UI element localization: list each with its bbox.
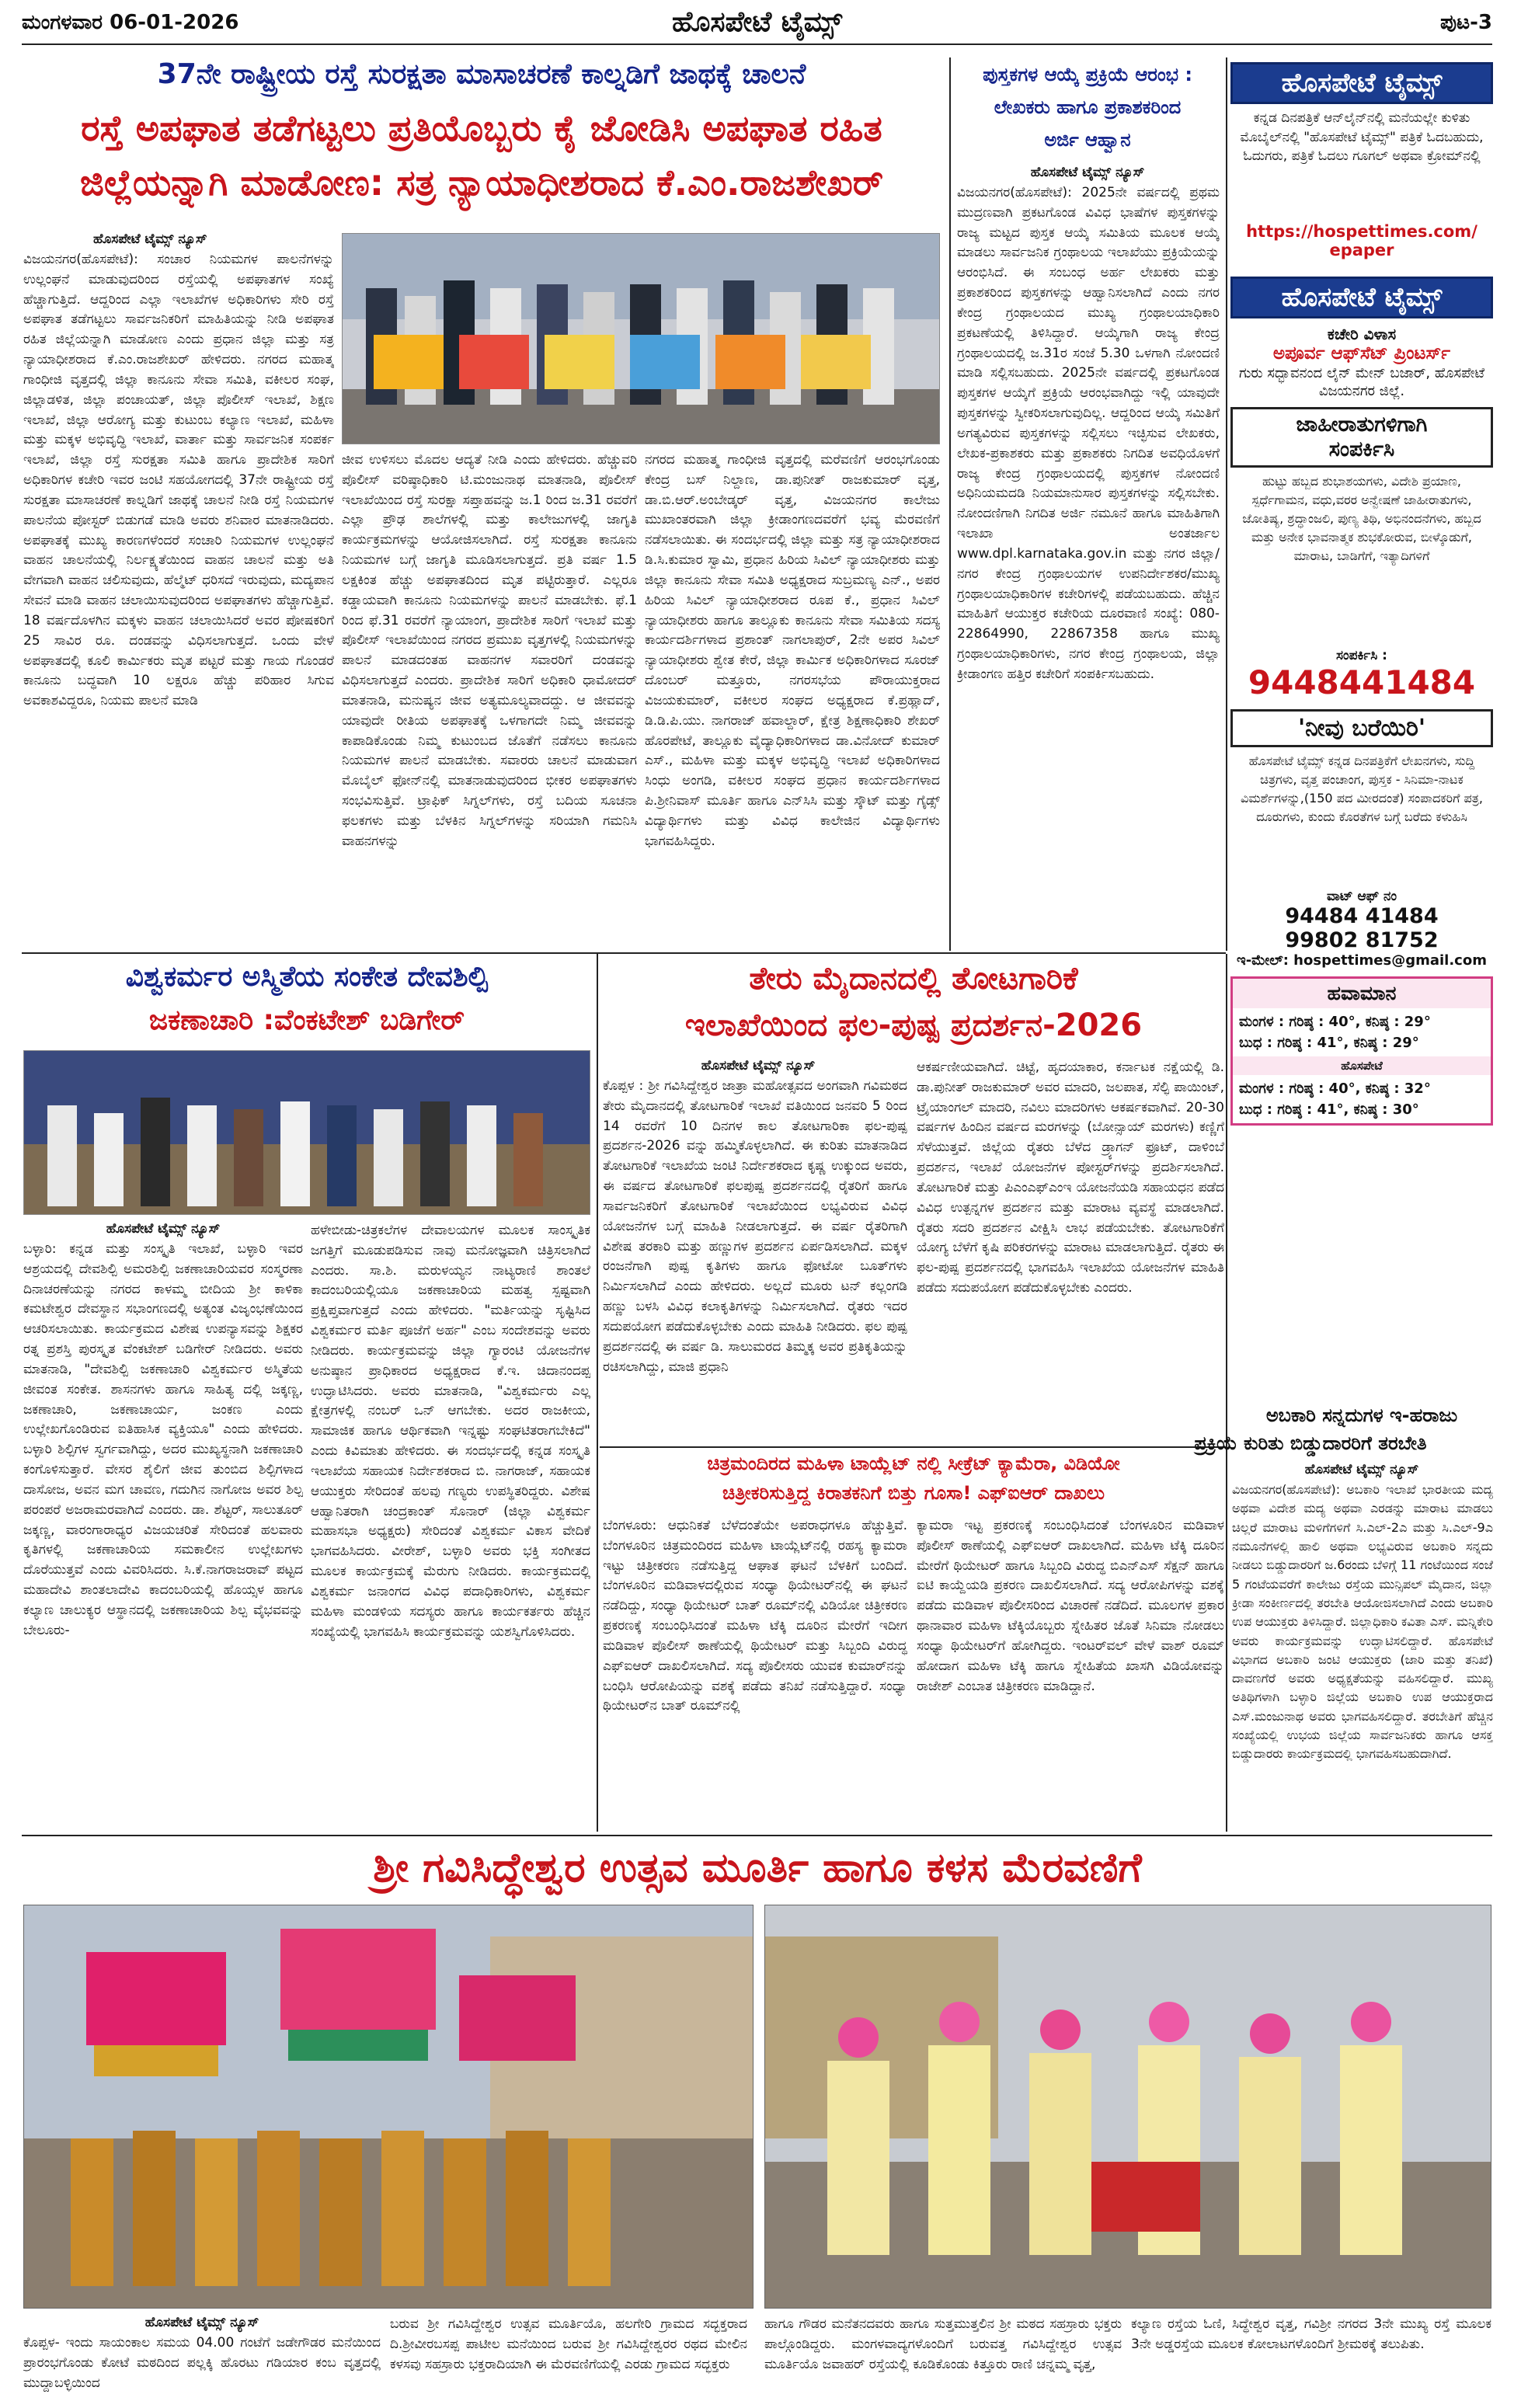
page-number: ಪುಟ-3	[1439, 11, 1492, 34]
hidden-camera-headline-1: ಚಿತ್ರಮಂದಿರದ ಮಹಿಳಾ ಟಾಯ್ಲೆಟ್ ನಲ್ಲಿ ಸೀಕ್ರೆಟ್ ಕ್ಯಾಮೆರಾ, ವಿಡಿಯೋ	[707, 1453, 1120, 1474]
books-headline-2: ಲೇಖಕರು ಹಾಗೂ ಪ್ರಕಾಶಕರಿಂದ	[994, 96, 1182, 118]
whatsapp-phone-2: 99802 81752	[1285, 928, 1439, 953]
flower-show-col2: ಆಕರ್ಷಣೀಯವಾಗಿದೆ. ಚಿಟ್ಟೆ, ಹೃದಯಾಕಾರ, ಕರ್ನಾಟಕ ನಕ್ಷೆಯಲ್ಲಿ ಡಿ. ಡಾ.ಪುನೀತ್ ರಾಜಕುಮಾರ್ ಅವರ ಮಾದರಿ, ಜಲಪಾತ, ಸೆಲ್ಫಿ ಪಾಯಿಂಟ್, ಟ್ರೈಯಾಂಗಲ್ ಮಾದರಿ, ನವಿಲು ಮಾದರಿಗಳು ಆಕರ್ಷಕವಾಗಿವೆ. 20-30 ವರ್ಷಗಳ ಹಿಂದಿನ ವರ್ಷದ ಮರಗಳನ್ನು (ಬೋನ್ಸಾಯ್ ಮರಗಳು) ಕಣ್ಣಿಗೆ ಸೆಳೆಯುತ್ತವೆ. ಜಿಲ್ಲೆಯ ರೈತರು ಬೆಳೆದ ಡ್ರ್ಯಾಗನ್ ಫ್ರೂಟ್, ದಾಳಿಂಬೆ ಪ್ರದರ್ಶನ, ಇಲಾಖೆ ಯೋಜನೆಗಳ ಪೋಸ್ಟರ್‌ಗಳನ್ನು ಪ್ರದರ್ಶಿಸಲಾಗಿದೆ. ತೋಟಗಾರಿಕೆ ಮತ್ತು ಪಿಎಂಎಫ್‌ಎಂಇ ಯೋಜನೆಯಡಿ ಸಹಾಯಧನ ಪಡೆದ ವಿವಿಧ ಉತ್ಪನ್ನಗಳ ಪ್ರದರ್ಶನ ಮತ್ತು ಮಾರಾಟ ವ್ಯವಸ್ಥೆ ಮಾಡಲಾಗಿದೆ. ರೈತರು ಸದರಿ ಪ್ರದರ್ಶನ ವೀಕ್ಷಿಸಿ ಲಾಭ ಪಡೆಯಬೇಕು. ತೋಟಗಾರಿಕೆಗೆ ಯೋಗ್ಯ ಬೆಳೆಗೆ ಕೃಷಿ ಪರಿಕರಗಳನ್ನು ಮಾರಾಟ ಮಾಡಲಾಗುತ್ತಿದೆ. ರೈತರು ಈ ಫಲ-ಪುಷ್ಪ ಪ್ರದರ್ಶನದಲ್ಲಿ ಭಾಗವಹಿಸಿ ಇಲಾಖೆಯ ಯೋಜನೆಗಳ ಮಾಹಿತಿ ಪಡೆದು ಸದುಪಯೋಗ ಪಡೆದುಕೊಳ್ಳಬೇಕು ಎಂದರು.	[917, 1060, 1224, 1296]
flower-show-col1: ಕೊಪ್ಪಳ : ಶ್ರೀ ಗವಿಸಿದ್ದೇಶ್ವರ ಜಾತ್ರಾ ಮಹೋತ್ಸವದ ಅಂಗವಾಗಿ ಗವಿಮಠದ ತೇರು ಮೈದಾನದಲ್ಲಿ ತೋಟಗಾರಿಕೆ ಇಲಾಖೆ ವತಿಯಿಂದ ಜನವರಿ 5 ರಿಂದ 14 ರವರೆಗೆ 10 ದಿನಗಳ ಕಾಲ ತೋಟಗಾರಿಕಾ ಫಲ-ಪುಷ್ಪ ಪ್ರದರ್ಶನ-2026 ವನ್ನು ಹಮ್ಮಿಕೊಳ್ಳಲಾಗಿದೆ. ಈ ಕುರಿತು ಮಾತನಾಡಿದ ತೋಟಗಾರಿಕೆ ಇಲಾಖೆಯ ಜಂಟಿ ನಿರ್ದೇಶಕರಾದ ಕೃಷ್ಣ ಉಕ್ಕುಂದ ಅವರು, ಈ ವರ್ಷದ ತೋಟಗಾರಿಕೆ ಫಲಪುಷ್ಪ ಪ್ರದರ್ಶನದಲ್ಲಿ ರೈತರಿಗೆ ಹಾಗೂ ಸಾರ್ವಜನಿಕರಿಗೆ ತೋಟಗಾರಿಕೆ ಇಲಾಖೆಯಿಂದ ಲಭ್ಯವಿರುವ ವಿವಿಧ ಯೋಜನೆಗಳ ಬಗ್ಗೆ ಮಾಹಿತಿ ನೀಡಲಾಗುತ್ತದೆ. ಈ ವರ್ಷ ರೈತರಿಗಾಗಿ ವಿಶೇಷ ತರಕಾರಿ ಮತ್ತು ಹಣ್ಣುಗಳ ಪ್ರದರ್ಶನ ಏರ್ಪಡಿಸಲಾಗಿದೆ. ಮಕ್ಕಳ ರಂಜನೆಗಾಗಿ ಪುಷ್ಪ ಕೃತಿಗಳು ಹಾಗೂ ಫೋಟೋ ಬೂತ್‌ಗಳು ನಿರ್ಮಿಸಲಾಗಿದೆ ಎಂದು ಹೇಳಿದರು. ಅಲ್ಲದೆ ಮೂರು ಟನ್ ಕಲ್ಲಂಗಡಿ ಹಣ್ಣು ಬಳಸಿ ವಿವಿಧ ಕಲಾಕೃತಿಗಳನ್ನು ನಿರ್ಮಿಸಲಾಗಿದೆ. ರೈತರು ಇದರ ಸದುಪಯೋಗ ಪಡೆದುಕೊಳ್ಳಬೇಕು ಎಂದು ಮಾಹಿತಿ ನೀಡಿದರು. ಫಲ ಪುಷ್ಪ ಪ್ರದರ್ಶನದಲ್ಲಿ ಈ ವರ್ಷ ಡಿ. ಸಾಲುಮರದ ತಿಮ್ಮಕ್ಕ ಅವರ ಪ್ರತಿಕೃತಿಯನ್ನು ರಚಿಸಲಾಗಿದ್ದು, ಮಾಜಿ ಪ್ರಧಾನಿ	[603, 1078, 907, 1375]
newspaper-title: ಹೊಸಪೇಟೆ ಟೈಮ್ಸ್	[671, 6, 843, 38]
procession-col1: ಕೊಪ್ಪಳ- ಇಂದು ಸಾಯಂಕಾಲ ಸಮಯ 04.00 ಗಂಟೆಗೆ ಜಡೇಗೌಡರ ಮನೆಯಿಂದ ಪ್ರಾರಂಭಗೊಂಡು ಕೋಟೆ ಮಠದಿಂದ ಪಲ್ಲಕ್ಕಿ ಹೊರಟು ಗಡಿಯಾರ ಕಂಬ ವೃತ್ತದಲ್ಲಿ ಮುದ್ದಾಬಳ್ಳಿಯಿಂದ	[23, 2335, 381, 2391]
ads-contact-label: ಸಂಪರ್ಕಿಸಿ :	[1336, 648, 1387, 664]
ad1-text: ಕನ್ನಡ ದಿನಪತ್ರಿಕೆ ಆನ್‌ಲೈನ್‌ನಲ್ಲಿ ಮನೆಯಲ್ಲೇ ಕುಳಿತು ಮೊಬೈಲ್‌ನಲ್ಲಿ "ಹೊಸಪೇಟೆ ಟೈಮ್ಸ್" ಪತ್ರಿಕೆ ಓದಬಹುದು, ಓದುಗರು, ಪತ್ರಿಕೆ ಓದಲು ಗೂಗಲ್ ಅಥವಾ ಕ್ರೋಮ್‌ನಲ್ಲಿ	[1240, 110, 1484, 165]
write-to-us-title: 'ನೀವು ಬರೆಯಿರಿ'	[1230, 709, 1493, 747]
books-body: ವಿಜಯನಗರ(ಹೊಸಪೇಟೆ): 2025ನೇ ವರ್ಷದಲ್ಲಿ ಪ್ರಥಮ ಮುದ್ರಣವಾಗಿ ಪ್ರಕಟಗೊಂಡ ವಿವಿಧ ಭಾಷೆಗಳ ಪುಸ್ತಕಗಳನ್ನು ರಾಜ್ಯ ಮಟ್ಟದ ಪುಸ್ತಕ ಆಯ್ಕೆ ಸಮಿತಿಯ ಮೂಲಕ ಆಯ್ಕೆ ಮಾಡಲು ಸಾರ್ವಜನಿಕ ಗ್ರಂಥಾಲಯ ಇಲಾಖೆಯು ಪ್ರಕ್ರಿಯೆಯನ್ನು ಆರಂಭಿಸಿದೆ. ಈ ಸಂಬಂಧ ಅರ್ಹ ಲೇಖಕರು ಮತ್ತು ಪ್ರಕಾಶಕರಿಂದ ಪುಸ್ತಕಗಳನ್ನು ಆಹ್ವಾನಿಸಲಾಗಿದೆ ಎಂದು ನಗರ ಕೇಂದ್ರ ಗ್ರಂಥಾಲಯದ ಮುಖ್ಯ ಗ್ರಂಥಾಲಯಾಧಿಕಾರಿ ಪ್ರಕಟಣೆಯಲ್ಲಿ ತಿಳಿಸಿದ್ದಾರೆ. ಆಯ್ಕೆಗಾಗಿ ರಾಜ್ಯ ಕೇಂದ್ರ ಗ್ರಂಥಾಲಯದಲ್ಲಿ ಜ.31ರ ಸಂಜೆ 5.30 ಒಳಗಾಗಿ ನೋಂದಣಿ ಮಾಡಿ ಸಲ್ಲಿಸಬಹುದು. 2025ನೇ ವರ್ಷದಲ್ಲಿ ಪ್ರಕಟಗೊಂಡ ಪುಸ್ತಕಗಳ ಆಯ್ಕೆಗೆ ಪ್ರಕ್ರಿಯೆ ಆರಂಭವಾಗಿದ್ದು ಇಲ್ಲಿ ಯಾವುದೇ ಪುಸ್ತಕಗಳನ್ನು ಸ್ವೀಕರಿಸಲಾಗುವುದಿಲ್ಲ. ಆದ್ದರಿಂದ ಆಯ್ಕೆ ಸಮಿತಿಗೆ ಅಗತ್ಯವಿರುವ ಪುಸ್ತಕಗಳನ್ನು ಸಲ್ಲಿಸಲು ಇಚ್ಛಿಸುವ ಲೇಖಕರು, ಲೇಖಕ-ಪ್ರಕಾಶಕರು ಮತ್ತು ಪ್ರಕಾಶಕರು ನಿಗದಿತ ಅವಧಿಯೊಳಗೆ ರಾಜ್ಯ ಕೇಂದ್ರ ಗ್ರಂಥಾಲಯದಲ್ಲಿ ಪುಸ್ತಕಗಳ ನೋಂದಣಿ ಅಧಿನಿಯಮದಡಿ ನಿಯಮಾನುಸಾರ ಪುಸ್ತಕಗಳನ್ನು ಸಲ್ಲಿಸಬೇಕು. ನೋಂದಣಿಗಾಗಿ ನಿಗದಿತ ಅರ್ಜಿ ನಮೂನೆ ಹಾಗೂ ಮಾಹಿತಿಗಾಗಿ ಇಲಾಖಾ ಅಂತರ್ಜಾಲ www.dpl.karnataka.gov.in ಮತ್ತು ನಗರ ಜಿಲ್ಲಾ/ನಗರ ಕೇಂದ್ರ ಗ್ರಂಥಾಲಯಗಳ ಉಪನಿರ್ದೇಶಕರ/ಮುಖ್ಯ ಗ್ರಂಥಾಲಯಾಧಿಕಾರಿಗಳ ಕಚೇರಿಗಳಲ್ಲಿ ಪಡೆಯಬಹುದು. ಹೆಚ್ಚಿನ ಮಾಹಿತಿಗೆ ಆಯುಕ್ತರ ಕಚೇರಿಯ ದೂರವಾಣಿ ಸಂಖ್ಯೆ: 080-22864990, 22867358 ಹಾಗೂ ಮುಖ್ಯ ಗ್ರಂಥಾಲಯಾಧಿಕಾರಿಗಳು, ನಗರ ಕೇಂದ್ರ ಗ್ರಂಥಾಲಯ, ಜಿಲ್ಲಾ ಕ್ರೀಡಾಂಗಣ ಹತ್ತಿರ ಕಚೇರಿಗೆ ಸಂಪರ್ಕಿಸಬಹುದು.	[957, 185, 1220, 682]
printer-name: ಅಪೂರ್ವ ಆಫ್‌ಸೆಟ್ ಪ್ರಿಂಟರ್ಸ್	[1272, 343, 1451, 364]
vishwakarma-photo	[23, 1050, 590, 1215]
road-safety-col3: ನಗರದ ಮಹಾತ್ಮ ಗಾಂಧೀಜಿ ವೃತ್ತದಲ್ಲಿ ಮರೆವಣಿಗೆ ಆರಂಭಗೊಂಡು ಕೇಂದ್ರ ಬಸ್ ನಿಲ್ದಾಣ, ಡಾ.ಪುನೀತ್ ರಾಜಕುಮಾರ್ ವೃತ್ತ, ಡಾ.ಬಿ.ಆರ್.ಅಂಬೇಡ್ಕರ್ ವೃತ್ತ, ವಿಜಯನಗರ ಕಾಲೇಜು ಮುಖಾಂತರವಾಗಿ ಜಿಲ್ಲಾ ಕ್ರೀಡಾಂಗಣದವರೆಗೆ ಭವ್ಯ ಮೆರವಣಿಗೆ ನಡೆಸಲಾಯಿತು. ಈ ಸಂದರ್ಭದಲ್ಲಿ ಜಿಲ್ಲಾ ಮತ್ತು ಸತ್ರ ನ್ಯಾಯಾಧೀಶರಾದ ಡಿ.ಸಿ.ಕುಮಾರ ಸ್ವಾಮಿ, ಪ್ರಧಾನ ಹಿರಿಯ ಸಿವಿಲ್ ನ್ಯಾಯಾಧೀಶರು ಮತ್ತು ಜಿಲ್ಲಾ ಕಾನೂನು ಸೇವಾ ಸಮಿತಿ ಅಧ್ಯಕ್ಷರಾದ ಸುಬ್ರಮಣ್ಯ ಎನ್., ಅಪರ ಹಿರಿಯ ಸಿವಿಲ್ ನ್ಯಾಯಾಧೀಶರಾದ ರೂಪ ಕೆ., ಪ್ರಧಾನ ಸಿವಿಲ್ ನ್ಯಾಯಾಧೀಶರು ಹಾಗೂ ತಾಲ್ಲೂಕು ಕಾನೂನು ಸೇವಾ ಸಮಿತಿಯ ಸದಸ್ಯ ಕಾರ್ಯದರ್ಶಿಗಳಾದ ಪ್ರಶಾಂತ್ ನಾಗಲಾಪುರ್, 2ನೇ ಅಪರ ಸಿವಿಲ್ ನ್ಯಾಯಾಧೀಶರು ಶ್ವೇತ ಕೇರೆ, ಜಿಲ್ಲಾ ಕಾರ್ಮಿಕ ಅಧಿಕಾರಿಗಳಾದ ಸೂರಜ್ ದೊಂಬರ್ ಮತ್ತೂರು, ನಗರಸಭೆಯ ಪೌರಾಯುಕ್ತರಾದ ವಿಜಯಕುಮಾರ್, ವಕೀಲರ ಸಂಘದ ಅಧ್ಯಕ್ಷರಾದ ಕೆ.ಪ್ರಹ್ಲಾದ್, ಡಿ.ಡಿ.ಪಿ.ಯು. ನಾಗರಾಜ್ ಹವಾಲ್ದಾರ್, ಕ್ಷೇತ್ರ ಶಿಕ್ಷಣಾಧಿಕಾರಿ ಶೇಖರ್ ಹೊರಪೇಟೆ, ತಾಲ್ಲೂಕು ವೈದ್ಯಾಧಿಕಾರಿಗಳಾದ ಡಾ.ವಿನೋದ್ ಕುಮಾರ್ ಎಸ್., ಮಹಿಳಾ ಮತ್ತು ಮಕ್ಕಳ ಅಭಿವೃದ್ಧಿ ಇಲಾಖೆ ಅಧಿಕಾರಿಗಳಾದ ಸಿಂಧು ಅಂಗಡಿ, ವಕೀಲರ ಸಂಘದ ಪ್ರಧಾನ ಕಾರ್ಯದರ್ಶಿಗಳಾದ ಪಿ.ಶ್ರೀನಿವಾಸ್ ಮೂರ್ತಿ ಹಾಗೂ ಎನ್‌ಸಿಸಿ ಮತ್ತು ಸ್ಕೌಟ್ ಮತ್ತು ಗೈಡ್ಸ್ ವಿದ್ಯಾರ್ಥಿಗಳು ಮತ್ತು ವಿವಿಧ ಕಾಲೇಜಿನ ವಿದ್ಯಾರ್ಥಿಗಳು ಭಾಗವಹಿಸಿದ್ದರು.	[645, 452, 940, 849]
weather-row: ಮಂಗಳ : ಗರಿಷ್ಠ : 40°, ಕನಿಷ್ಠ : 32°	[1239, 1080, 1431, 1098]
column-divider	[949, 57, 951, 951]
event-photo-illustration	[24, 1051, 590, 1215]
weather-row: ಮಂಗಳ : ಗರಿಷ್ಠ : 40°, ಕನಿಷ್ಠ : 29°	[1239, 1014, 1431, 1031]
road-safety-byline: ಹೊಸಪೇಟೆ ಟೈಮ್ಸ್ ನ್ಯೂಸ್	[93, 231, 207, 247]
epaper-link[interactable]: https://hospettimes.com/ epaper	[1246, 222, 1477, 259]
road-safety-photo	[342, 233, 940, 444]
weather-title: ಹವಾಮಾನ	[1327, 982, 1397, 1005]
road-safety-kicker: 37ನೇ ರಾಷ್ಟ್ರೀಯ ರಸ್ತೆ ಸುರಕ್ಷತಾ ಮಾಸಾಚರಣೆ ಕಾಲ್ನಡಿಗೆ ಜಾಥಕ್ಕೆ ಚಾಲನೆ	[157, 58, 806, 90]
procession-col3: ಹಾಗೂ ಗೌಡರ ಮನೆತನದವರು ಹಾಗೂ ಸುತ್ತಮುತ್ತಲಿನ ಶ್ರೀ ಮಠದ ಸಹಸ್ರಾರು ಭಕ್ತರು ಪಾಲ್ಗೊಂಡಿದ್ದರು. ಮಂಗಳವಾದ್ಯಗಳೊಂದಿಗೆ ಬರುವತ್ತ ಗವಿಸಿದ್ದೇಶ್ವರ ಉತ್ಸವ ಮೂರ್ತಿಯೊ ಜವಾಹರ್ ರಸ್ತೆಯಲ್ಲಿ ಕೂಡಿಕೊಂಡು ಕಿತ್ತೂರು ರಾಣಿ ಚನ್ನಮ್ಮ ವೃತ್ತ,	[764, 2316, 1122, 2372]
vishwakarma-headline-2: ಜಕಣಾಚಾರಿ :ವೆಂಕಟೇಶ್ ಬಡಿಗೇರ್	[148, 1004, 465, 1036]
weather-city: ಹೊಸಪೇಟೆ	[1233, 1056, 1491, 1075]
flower-show-headline-1: ತೇರು ಮೈದಾನದಲ್ಲಿ ತೋಟಗಾರಿಕೆ	[749, 961, 1078, 997]
whatsapp-phone-1: 94484 41484	[1285, 904, 1439, 929]
column-divider	[1226, 57, 1227, 951]
books-headline-3: ಅರ್ಜಿ ಆಹ್ವಾನ	[1044, 129, 1131, 151]
vishwakarma-col1: ಬಳ್ಳಾರಿ: ಕನ್ನಡ ಮತ್ತು ಸಂಸ್ಕೃತಿ ಇಲಾಖೆ, ಬಳ್ಳಾರಿ ಇವರ ಆಶ್ರಯದಲ್ಲಿ ದೇವಶಿಲ್ಪಿ ಅಮರಶಿಲ್ಪಿ ಜಕಣಾಚಾರಿಯವರ ಸಂಸ್ಮರಣಾ ದಿನಾಚರಣೆಯನ್ನು ನಗರದ ಕಾಳಮ್ಮ ಬೀದಿಯ ಶ್ರೀ ಕಾಳಿಕಾ ಕಮಟೇಶ್ವರ ದೇವಸ್ಥಾನ ಸಭಾಂಗಣದಲ್ಲಿ ಅತ್ಯಂತ ವಿಜೃಂಭಣೆಯಿಂದ ಆಚರಿಸಲಾಯಿತು. ಕಾರ್ಯಕ್ರಮದ ವಿಶೇಷ ಉಪನ್ಯಾಸವನ್ನು ಶಿಕ್ಷಕರ ರತ್ನ ಪ್ರಶಸ್ತಿ ಪುರಸ್ಕೃತ ವೆಂಕಟೇಶ್ ಬಡಿಗೇರ್ ನೀಡಿದರು. ಅವರು ಮಾತನಾಡಿ, "ದೇವಶಿಲ್ಪಿ ಜಕಣಾಚಾರಿ ವಿಶ್ವಕರ್ಮರ ಅಸ್ಮಿತೆಯ ಜೀವಂತ ಸಂಕೇತ. ಶಾಸನಗಳು ಹಾಗೂ ಸಾಹಿತ್ಯ ದಲ್ಲಿ ಜಕ್ಕಣ್ಣ, ಜಕಣಾಚಾರಿ, ಜಕಣಾಚಾರ್ಯ, ಜಂಕಣ ಎಂದು ಉಲ್ಲೇಖಗೊಂಡಿರುವ ಐತಿಹಾಸಿಕ ವ್ಯಕ್ತಿಯೂ" ಎಂದು ಹೇಳಿದರು. ಬಳ್ಳಾರಿ ಶಿಲ್ಪಿಗಳ ಸ್ವರ್ಗವಾಗಿದ್ದು, ಅದರ ಮುಖ್ಯಸ್ಥನಾಗಿ ಜಕಣಾಚಾರಿ ಕಂಗೊಳಿಸುತ್ತಾರೆ. ವೇಸರ ಶೈಲಿಗೆ ಜೀವ ತುಂಬಿದ ಶಿಲ್ಪಿಗಳಾದ ದಾಸೋಜ, ಅವನ ಮಗ ಚಾವಣ, ಗದುಗಿನ ನಾಗೋಜ ಅವರ ಶಿಲ್ಪ ಪರಂಪರೆ ಅಜರಾಮರವಾಗಿದೆ ಎಂದರು. ಡಾ. ಶೆಟ್ಟರ್, ಸಾಲುತೂರ್ ಜಕ್ಕಣ್ಣ, ವಾರಂಗಾರಾಧ್ಯರ ವಿಜಯಚರಿತೆ ಸೇರಿದಂತೆ ಹಲವಾರು ಕೃತಿಗಳಲ್ಲಿ ಜಕಣಾಚಾರಿಯ ಸಮಕಾಲೀನ ಉಲ್ಲೇಖಗಳು ದೊರೆಯುತ್ತವೆ ಎಂದು ವಿವರಿಸಿದರು. ಸಿ.ಕೆ.ನಾಗರಾಜರಾವ್ ಪಟ್ಟದ ಮಹಾದೇವಿ ಶಾಂತಲಾದೇವಿ ಕಾದಂಬರಿಯಲ್ಲಿ ಹೊಯ್ಸಳ ಹಾಗೂ ಕಲ್ಯಾಣ ಚಾಲುಕ್ಯರ ಆಸ್ಥಾನದಲ್ಲಿ ಜಕಣಾಚಾರಿಯ ಶಿಲ್ಪ ವೈಭವವನ್ನು ಬೇಲೂರು-	[23, 1241, 303, 1638]
column-divider	[1226, 954, 1227, 1832]
procession-photo-left	[23, 1905, 754, 2309]
flower-show-headline-2: ಇಲಾಖೆಯಿಂದ ಫಲ-ಪುಷ್ಪ ಪ್ರದರ್ಶನ-2026	[684, 1007, 1143, 1043]
section-divider	[22, 1835, 1492, 1836]
weather-row: ಬುಧ : ಗರಿಷ್ಠ : 41°, ಕನಿಷ್ಠ : 29°	[1239, 1035, 1419, 1052]
ad2-title: ಹೊಸಪೇಟೆ ಟೈಮ್ಸ್	[1230, 277, 1493, 318]
vishwakarma-byline: ಹೊಸಪೇಟೆ ಟೈಮ್ಸ್ ನ್ಯೂಸ್	[106, 1221, 221, 1237]
band-photo-illustration	[765, 1905, 1491, 2309]
hidden-camera-col2: ಕ್ಯಾಮರಾ ಇಟ್ಟ ಪ್ರಕರಣಕ್ಕೆ ಸಂಬಂಧಿಸಿದಂತೆ ಬೆಂಗಳೂರಿನ ಮಡಿವಾಳ ಪೊಲೀಸ್ ಠಾಣೆಯಲ್ಲಿ ಎಫ್‌ಐಆರ್ ದಾಖಲಾಗಿದೆ. ಮಹಿಳಾ ಟೆಕ್ಕಿ ದೂರಿನ ಮೇರೆಗೆ ಥಿಯೇಟರ್ ಹಾಗೂ ಸಿಬ್ಬಂದಿ ವಿರುದ್ಧ ಬಿಎನ್‌ಎಸ್ ಸೆಕ್ಷನ್ ಹಾಗೂ ಐಟಿ ಕಾಯ್ದೆಯಡಿ ಪ್ರಕರಣ ದಾಖಲಿಸಲಾಗಿದೆ. ಸದ್ಯ ಆರೋಪಿಗಳನ್ನು ವಶಕ್ಕೆ ಪಡೆದು ಮಡಿವಾಳ ಪೊಲೀಸರಿಂದ ವಿಚಾರಣೆ ನಡೆದಿದೆ. ಮೂಲಗಳ ಪ್ರಕಾರ ಥಾನಾವಾರ ಮಹಿಳಾ ಟೆಕ್ಕಿಯೊಬ್ಬರು ಸ್ನೇಹಿತರ ಜೊತೆ ಸಿನಿಮಾ ನೋಡಲು ಸಂಧ್ಯಾ ಥಿಯೇಟರ್‌ಗೆ ಹೋಗಿದ್ದರು. ಇಂಟರ್‌ವಲ್ ವೇಳೆ ವಾಶ್ ರೂಮ್ ಹೋದಾಗ ಮಹಿಳಾ ಟೆಕ್ಕಿ ಹಾಗೂ ಸ್ನೇಹಿತೆಯ ಖಾಸಗಿ ವಿಡಿಯೋವನ್ನು ರಾಜೇಶ್ ಎಂಬಾತ ಚಿತ್ರೀಕರಣ ಮಾಡಿದ್ದಾನೆ.	[917, 1518, 1224, 1694]
office-district: ವಿಜಯನಗರ ಜಿಲ್ಲೆ.	[1318, 383, 1405, 400]
procession-photo-right	[764, 1905, 1491, 2309]
books-byline: ಹೊಸಪೇಟೆ ಟೈಮ್ಸ್ ನ್ಯೂಸ್	[1030, 165, 1145, 180]
ads-box	[1230, 407, 1493, 468]
road-safety-col2: ಜೀವ ಉಳಿಸಲು ಮೊದಲ ಆದ್ಯತೆ ನೀಡಿ ಎಂದು ಹೇಳಿದರು. ಹೆಚ್ಚುವರಿ ಪೊಲೀಸ್ ವರಿಷ್ಠಾಧಿಕಾರಿ ಟಿ.ಮಂಜುನಾಥ ಮಾತನಾಡಿ, ಪೊಲೀಸ್ ಇಲಾಖೆಯಿಂದ ರಸ್ತೆ ಸುರಕ್ಷಾ ಸಪ್ತಾಹವನ್ನು ಜ.1 ರಿಂದ ಜ.31 ರವರೆಗೆ ಎಲ್ಲಾ ಪ್ರೌಢ ಶಾಲೆಗಳಲ್ಲಿ ಮತ್ತು ಕಾಲೇಜುಗಳಲ್ಲಿ ಜಾಗೃತಿ ಕಾರ್ಯಕ್ರಮಗಳನ್ನು ಆಯೋಜಿಸಲಾಗಿದೆ. ರಸ್ತೆ ಸುರಕ್ಷತಾ ಕಾನೂನು ನಿಯಮಗಳ ಬಗ್ಗೆ ಜಾಗೃತಿ ಮೂಡಿಸಲಾಗುತ್ತದೆ. ಪ್ರತಿ ವರ್ಷ 1.5 ಲಕ್ಷಕಿಂತ ಹೆಚ್ಚು ಅಪಘಾತದಿಂದ ಮೃತ ಪಟ್ಟಿರುತ್ತಾರೆ. ಎಲ್ಲರೂ ಕಡ್ಡಾಯವಾಗಿ ಕಾನೂನು ನಿಯಮಗಳನ್ನು ಪಾಲನೆ ಮಾಡಬೇಕು. ಫೆ.1 ರಿಂದ ಫೆ.31 ರವರೆಗೆ ನ್ಯಾಯಾಂಗ, ಪ್ರಾದೇಶಿಕ ಸಾರಿಗೆ ಇಲಾಖೆ ಮತ್ತು ಪೊಲೀಸ್ ಇಲಾಖೆಯಿಂದ ನಗರದ ಪ್ರಮುಖ ವೃತ್ತಗಳಲ್ಲಿ ನಿಯಮಗಳನ್ನು ಪಾಲನೆ ಮಾಡದಂತಹ ವಾಹನಗಳ ಸವಾರರಿಗೆ ದಂಡವನ್ನು ವಿಧಿಸಲಾಗುತ್ತದೆ ಎಂದರು. ಪ್ರಾದೇಶಿಕ ಸಾರಿಗೆ ಅಧಿಕಾರಿ ಧಾಮೋದರ್ ಮಾತನಾಡಿ, ಮನುಷ್ಯನ ಜೀವ ಅತ್ಯಮೂಲ್ಯವಾದದ್ದು. ಆ ಜೀವವನ್ನು ಯಾವುದೇ ರೀತಿಯ ಅಪಘಾತಕ್ಕೆ ಒಳಗಾಗದೇ ನಿಮ್ಮ ಜೀವವನ್ನು ಕಾಪಾಡಿಕೊಂಡು ನಿಮ್ಮ ಕುಟುಂಬದ ಜೊತೆಗೆ ನಡೆಸಲು ಕಾನೂನು ನಿಯಮಗಳ ಪಾಲನೆ ಮಾಡಬೇಕು. ಸವಾರರು ಚಾಲನೆ ಮಾಡುವಾಗ ಮೊಬೈಲ್ ಫೋನ್‌ನಲ್ಲಿ ಮಾತನಾಡುವುದರಿಂದ ಭೀಕರ ಅಪಘಾತಗಳು ಸಂಭವಿಸುತ್ತಿವೆ. ಟ್ರಾಫಿಕ್ ಸಿಗ್ನಲ್‌ಗಳು, ರಸ್ತೆ ಬದಿಯ ಸೂಚನಾ ಫಲಕಗಳು ಮತ್ತು ಬೆಳಕಿನ ಸಿಗ್ನಲ್‌ಗಳನ್ನು ಸರಿಯಾಗಿ ಗಮನಿಸಿ ವಾಹನಗಳನ್ನು	[342, 452, 637, 849]
weather-row: ಬುಧ : ಗರಿಷ್ಠ : 41°, ಕನಿಷ್ಠ : 30°	[1239, 1101, 1419, 1119]
issue-date: ಮಂಗಳವಾರ 06-01-2026	[22, 11, 239, 34]
procession-byline: ಹೊಸಪೇಟೆ ಟೈಮ್ಸ್ ನ್ಯೂಸ್	[144, 2315, 259, 2330]
weather-box	[1230, 976, 1493, 1126]
masthead	[22, 5, 1492, 45]
section-divider	[22, 952, 1226, 954]
excise-byline: ಹೊಸಪೇಟೆ ಟೈಮ್ಸ್ ನ್ಯೂಸ್	[1304, 1462, 1419, 1477]
walkathon-photo-illustration	[343, 234, 940, 444]
flower-show-byline: ಹೊಸಪೇಟೆ ಟೈಮ್ಸ್ ನ್ಯೂಸ್	[701, 1058, 816, 1074]
ads-text: ಹುಟ್ಟು ಹಬ್ಬದ ಶುಭಾಶಯಗಳು, ವಿದೇಶಿ ಪ್ರಯಾಣ, ಸ್ಪರ್ಧೆಗಾಮನ, ವಧು,ವರರ ಅನ್ವೇಷಣೆ ಜಾಹೀರಾತುಗಳು, ಜೋತಿಷ್ಯ, ಶ್ರದ್ಧಾಂಜಲಿ, ಪುಣ್ಯ ತಿಥಿ, ಅಭಿನಂದನೆಗಳು, ಹಬ್ಬದ ಮತ್ತು ಅನೇಕ ಭಾವನಾತ್ಮಕ ಶುಭಕೋರುವ, ಬೀಳ್ಕೊಡುಗೆ, ಮಾರಾಟ, ಬಾಡಿಗೆಗೆ, ಇತ್ಯಾದಿಗಳಿಗೆ	[1242, 474, 1481, 564]
hidden-camera-col1: ಬೆಂಗಳೂರು: ಆಧುನಿಕತೆ ಬೆಳೆದಂತೆಯೇ ಅಪರಾಧಗಳೂ ಹೆಚ್ಚುತ್ತಿವೆ. ಬೆಂಗಳೂರಿನ ಚಿತ್ರಮಂದಿರದ ಮಹಿಳಾ ಟಾಯ್ಲೆಟ್‌ನಲ್ಲಿ ರಹಸ್ಯ ಕ್ಯಾಮರಾ ಇಟ್ಟು ಚಿತ್ರೀಕರಣ ನಡೆಸುತ್ತಿದ್ದ ಆಘಾತ ಘಟನೆ ಬೆಳಕಿಗೆ ಬಂದಿದೆ. ಬೆಂಗಳೂರಿನ ಮಡಿವಾಳದಲ್ಲಿರುವ ಸಂಧ್ಯಾ ಥಿಯೇಟರ್‌ನಲ್ಲಿ ಈ ಘಟನೆ ನಡೆದಿದ್ದು, ಸಂಧ್ಯಾ ಥಿಯೇಟರ್ ಬಾತ್ ರೂಮ್‌ನಲ್ಲಿ ವಿಡಿಯೋ ಚಿತ್ರೀಕರಣ ಪ್ರಕರಣಕ್ಕೆ ಸಂಬಂಧಿಸಿದಂತೆ ಮಹಿಳಾ ಟೆಕ್ಕಿ ದೂರಿನ ಮೇರೆಗೆ ಇದೀಗ ಮಡಿವಾಳ ಪೊಲೀಸ್ ಠಾಣೆಯಲ್ಲಿ ಥಿಯೇಟರ್ ಮತ್ತು ಸಿಬ್ಬಂದಿ ವಿರುದ್ಧ ಎಫ್‌ಐಆರ್ ದಾಖಲಿಸಲಾಗಿದೆ. ಸದ್ಯ ಪೊಲೀಸರು ಯುವಕ ಕುಮಾರ್‌ನನ್ನು ಬಂಧಿಸಿ ಆರೋಪಿಯನ್ನು ವಶಕ್ಕೆ ಪಡೆದು ತನಿಖೆ ನಡೆಸುತ್ತಿದ್ದಾರೆ. ಸಂಧ್ಯಾ ಥಿಯೇಟರ್‌ನ ಬಾತ್ ರೂಮ್‌ನಲ್ಲಿ	[603, 1518, 907, 1714]
ad1-title: ಹೊಸಪೇಟೆ ಟೈಮ್ಸ್	[1230, 62, 1493, 104]
office-street: ಗುರು ಸದ್ಭಾವನಂದ ಲೈನ್ ಮೇನ್ ಬಜಾರ್, ಹೊಸಪೇಟೆ	[1238, 365, 1485, 381]
procession-headline: ಶ್ರೀ ಗವಿಸಿದ್ಧೇಶ್ವರ ಉತ್ಸವ ಮೂರ್ತಿ ಹಾಗೂ ಕಳಸ ಮೆರವಣಿಗೆ	[373, 1845, 1142, 1891]
excise-body: ವಿಜಯನಗರ(ಹೊಸಪೇಟೆ): ಅಬಕಾರಿ ಇಲಾಖೆ ಭಾರತೀಯ ಮದ್ಯ ಅಥವಾ ವಿದೇಶ ಮದ್ಯ ಅಥವಾ ಎರಡನ್ನು ಮಾರಾಟ ಮಾಡಲು ಚಿಲ್ಲರೆ ಮಾರಾಟ ಮಳಿಗೆಗಳಿಗೆ ಸಿ.ಎಲ್-2ಎ ಮತ್ತು ಸಿ.ಎಲ್-9ಎ ನಮೂನೆಗಳಲ್ಲಿ ಹಾಲಿ ಅಥವಾ ಲಭ್ಯವಿರುವ ಅಬಕಾರಿ ಸನ್ನದು ನೀಡಲು ಬಿಡ್ಡುದಾರರಿಗೆ ಜ.6ರಂದು ಬೆಳಿಗ್ಗೆ 11 ಗಂಟೆಯಿಂದ ಸಂಜೆ 5 ಗಂಟೆಯವರೆಗೆ ಕಾಲೇಜು ರಸ್ತೆಯ ಮುನ್ಸಿಪಲ್ ಮೈದಾನ, ಜಿಲ್ಲಾ ಕ್ರೀಡಾ ಸಂಕೀರ್ಣದಲ್ಲಿ ತರಬೇತಿ ಆಯೋಜಿಸಲಾಗಿದೆ ಎಂದು ಅಬಕಾರಿ ಉಪ ಆಯುಕ್ತರು ತಿಳಿಸಿದ್ದಾರೆ. ಜಿಲ್ಲಾಧಿಕಾರಿ ಕವಿತಾ ಎಸ್. ಮನ್ನಿಕೇರಿ ಅವರು ಕಾರ್ಯಕ್ರಮವನ್ನು ಉದ್ಘಾಟಿಸಲಿದ್ದಾರೆ. ಹೊಸಪೇಟೆ ವಿಭಾಗದ ಅಬಕಾರಿ ಜಂಟಿ ಆಯುಕ್ತರು (ಜಾರಿ ಮತ್ತು ತನಿಖೆ) ದಾವಣಗೆರೆ ಅವರು ಅಧ್ಯಕ್ಷತೆಯನ್ನು ವಹಿಸಲಿದ್ದಾರೆ. ಮುಖ್ಯ ಅತಿಥಿಗಳಾಗಿ ಬಳ್ಳಾರಿ ಜಿಲ್ಲೆಯ ಅಬಕಾರಿ ಉಪ ಆಯುಕ್ತರಾದ ಎಸ್.ಮಂಜುನಾಥ ಅವರು ಭಾಗವಹಿಸಲಿದ್ದಾರೆ. ತರಬೇತಿಗೆ ಹೆಚ್ಚಿನ ಸಂಖ್ಯೆಯಲ್ಲಿ ಉಭಯ ಜಿಲ್ಲೆಯ ಸಾರ್ವಜನಿಕರು ಹಾಗೂ ಆಸಕ್ತ ಬಿಡ್ಡುದಾರರು ಕಾರ್ಯಕ್ರಮದಲ್ಲಿ ಭಾಗವಹಿಸಬಹುದಾಗಿದೆ.	[1232, 1482, 1493, 1762]
vishwakarma-headline-1: ವಿಶ್ವಕರ್ಮರ ಅಸ್ಮಿತೆಯ ಸಂಕೇತ ದೇವಶಿಲ್ಪಿ	[125, 961, 489, 993]
whatsapp-label: ವಾಟ್ ಆಫ್ ನಂ	[1326, 889, 1397, 905]
hidden-camera-headline-2: ಚಿತ್ರೀಕರಿಸುತ್ತಿದ್ದ ಕಿರಾತಕನಿಗೆ ಬಿತ್ತು ಗೂಸಾ! ಎಫ್‌ಐಆರ್ ದಾಖಲು	[722, 1482, 1105, 1504]
ads-phone: 9448441484	[1248, 663, 1476, 702]
excise-headline-1: ಅಬಕಾರಿ ಸನ್ನದುಗಳ ಇ-ಹರಾಜು	[1265, 1404, 1458, 1426]
vishwakarma-col2: ಹಳೇಬೀಡು-ಚಿತ್ರಕಲೆಗಳ ದೇವಾಲಯಗಳ ಮೂಲಕ ಸಾಂಸ್ಕೃತಿಕ ಜಗತ್ತಿಗೆ ಮೂಡುಪಡಿಸುವ ನಾವು ಮನೋಜ್ಞವಾಗಿ ಚಿತ್ರಿಸಲಾಗಿದೆ ಎಂದರು. ಸಾ.ಶಿ. ಮರುಳಯ್ಯನ ನಾಟ್ಯರಾಣಿ ಶಾಂತಲೆ ಕಾದಂಬರಿಯಲ್ಲಿಯೂ ಜಕಣಾಚಾರಿಯ ಮಹತ್ವ ಸ್ಪಷ್ಟವಾಗಿ ಪ್ರಕ್ಷಿಪ್ತವಾಗುತ್ತದೆ ಎಂದು ಹೇಳಿದರು. "ಮರ್ತಿಯನ್ನು ಸೃಷ್ಟಿಸಿದ ವಿಶ್ವಕರ್ಮರ ಮರ್ತಿ ಪೂಜೆಗೆ ಅರ್ಹ" ಎಂಬ ಸಂದೇಶವನ್ನು ಅವರು ನೀಡಿದರು. ಕಾರ್ಯಕ್ರಮವನ್ನು ಜಿಲ್ಲಾ ಗ್ಯಾರಂಟಿ ಯೋಜನೆಗಳ ಅನುಷ್ಠಾನ ಪ್ರಾಧಿಕಾರದ ಅಧ್ಯಕ್ಷರಾದ ಕೆ.ಇ. ಚಿದಾನಂದಪ್ಪ ಉದ್ಘಾಟಿಸಿದರು. ಅವರು ಮಾತನಾಡಿ, "ವಿಶ್ವಕರ್ಮರು ಎಲ್ಲ ಕ್ಷೇತ್ರಗಳಲ್ಲಿ ನಂಬರ್ ಒನ್ ಆಗಬೇಕು. ಅದರ ರಾಜಕೀಯ, ಸಾಮಾಜಿಕ ಹಾಗೂ ಆರ್ಥಿಕವಾಗಿ ಇನ್ನಷ್ಟು ಸಂಘಟಿತರಾಗಬೇಕಿದೆ" ಎಂದು ಕಿವಿಮಾತು ಹೇಳಿದರು. ಈ ಸಂದರ್ಭದಲ್ಲಿ ಕನ್ನಡ ಸಂಸ್ಕೃತಿ ಇಲಾಖೆಯ ಸಹಾಯಕ ನಿರ್ದೇಶಕರಾದ ಬಿ. ನಾಗರಾಜ್, ಸಹಾಯಕ ಆಯುಕ್ತರು ಸೇರಿದಂತೆ ಹಲವು ಗಣ್ಯರು ಉಪಸ್ಥಿತರಿದ್ದರು. ವಿಶೇಷ ಆಹ್ವಾನಿತರಾಗಿ ಚಂದ್ರಕಾಂತ್ ಸೊನಾರ್ (ಜಿಲ್ಲಾ ವಿಶ್ವಕರ್ಮ ಮಹಾಸಭಾ ಅಧ್ಯಕ್ಷರು) ಸೇರಿದಂತೆ ವಿಶ್ವಕರ್ಮ ವಿಕಾಸ ವೇದಿಕೆ ಭಾಗವಹಿಸಿದರು. ವೀರೇಶ್, ಬಳ್ಳಾರಿ ಅವರು ಭಕ್ತಿ ಸಂಗೀತದ ಮೂಲಕ ಕಾರ್ಯಕ್ರಮಕ್ಕೆ ಮೆರುಗು ನೀಡಿದರು. ಕಾರ್ಯಕ್ರಮದಲ್ಲಿ ವಿಶ್ವಕರ್ಮ ಜನಾಂಗದ ವಿವಿಧ ಪದಾಧಿಕಾರಿಗಳು, ವಿಶ್ವಕರ್ಮ ಮಹಿಳಾ ಮಂಡಳಿಯ ಸದಸ್ಯರು ಹಾಗೂ ಕಾರ್ಯಕರ್ತರು ಹೆಚ್ಚಿನ ಸಂಖ್ಯೆಯಲ್ಲಿ ಭಾಗವಹಿಸಿ ಕಾರ್ಯಕ್ರಮವನ್ನು ಯಶಸ್ವಿಗೊಳಿಸಿದರು.	[311, 1223, 590, 1640]
ads-title-1: ಜಾಹೀರಾತುಗಳಿಗಾಗಿ	[1296, 412, 1428, 437]
books-headline-1: ಪುಸ್ತಕಗಳ ಆಯ್ಕೆ ಪ್ರಕ್ರಿಯೆ ಆರಂಭ :	[983, 64, 1192, 85]
write-to-us-text: ಹೊಸಪೇಟೆ ಟೈಮ್ಸ್ ಕನ್ನಡ ದಿನಪತ್ರಿಕೆಗೆ ಲೇಖನಗಳು, ಸುದ್ದಿ ಚಿತ್ರಗಳು, ವೃತ್ತ ಪಂಚಾಂಗ, ಪುಸ್ತಕ - ಸಿನಿಮಾ-ನಾಟಕ ವಿಮರ್ಶೆಗಳನ್ನು,(150 ಪದ ಮೀರದಂತೆ) ಸಂಪಾದಕರಿಗೆ ಪತ್ರ, ದೂರುಗಳು, ಕುಂದು ಕೊರತೆಗಳ ಬಗ್ಗೆ ಬರೆದು ಕಳುಹಿಸಿ	[1241, 753, 1483, 825]
road-safety-headline-1: ರಸ್ತೆ ಅಪಘಾತ ತಡೆಗಟ್ಟಲು ಪ್ರತಿಯೊಬ್ಬರು ಕೈ ಜೋಡಿಸಿ ಅಪಘಾತ ರಹಿತ	[81, 107, 882, 149]
sidebar	[1230, 62, 1493, 1398]
procession-col2: ಬರುವ ಶ್ರೀ ಗವಿಸಿದ್ದೇಶ್ವರ ಉತ್ಸವ ಮೂರ್ತಿಯೊ, ಹಲಗೇರಿ ಗ್ರಾಮದ ಸದ್ಭಕ್ತರಾದ ದಿ.ಶ್ರೀವೀರಬಸಪ್ಪ ಪಾಟೀಲ ಮನೆಯಿಂದ ಬರುವ ಶ್ರೀ ಗವಿಸಿದ್ದೇಶ್ವರರ ರಥದ ಮೇಲಿನ ಕಳಸವು ಸಹಸ್ರಾರು ಭಕ್ತರಾದಿಯಾಗಿ ಈ ಮೆರವಣಿಗೆಯಲ್ಲಿ ಎರಡು ಗ್ರಾಮದ ಸದ್ಭಕ್ತರು	[390, 2316, 747, 2372]
road-safety-headline-2: ಜಿಲ್ಲೆಯನ್ನಾಗಿ ಮಾಡೋಣ: ಸತ್ರ ನ್ಯಾಯಾಧೀಶರಾದ ಕೆ.ಎಂ.ರಾಜಶೇಖರ್	[79, 162, 884, 204]
procession-photo-illustration	[24, 1905, 754, 2309]
column-divider	[597, 954, 598, 1832]
procession-col4: ಕಲ್ಯಾಣ ರಸ್ತೆಯ ಓಣಿ, ಸಿದ್ಧೇಶ್ವರ ವೃತ್ತ, ಗವಿಶ್ರೀ ನಗರದ 3ನೇ ಮುಖ್ಯ ರಸ್ತೆ ಮೂಲಕ 3ನೇ ಅಡ್ಡರಸ್ತೆಯ ಮೂಲಕ ಕೋಲಾಟಗಳೊಂದಿಗೆ ಶ್ರೀಮಠಕ್ಕೆ ತಲುಪಿತು.	[1131, 2316, 1491, 2352]
road-safety-col1: ವಿಜಯನಗರ(ಹೊಸಪೇಟೆ): ಸಂಚಾರ ನಿಯಮಗಳ ಪಾಲನೆಗಳನ್ನು ಉಲ್ಲಂಘನೆ ಮಾಡುವುದರಿಂದ ರಸ್ತೆಯಲ್ಲಿ ಅಪಘಾತಗಳ ಸಂಖ್ಯೆ ಹೆಚ್ಚಾಗುತ್ತಿದೆ. ಆದ್ದರಿಂದ ಎಲ್ಲಾ ಇಲಾಖೆಗಳ ಅಧಿಕಾರಿಗಳು ಸೇರಿ ರಸ್ತೆ ಅಪಘಾತ ತಡೆಗಟ್ಟಲು ಸಾರ್ವಜನಿಕರಿಗೆ ಮಾಹಿತಿಯನ್ನು ನೀಡಿ ಅಪಘಾತ ರಹಿತ ಜಿಲ್ಲೆಯನ್ನಾಗಿ ಮಾಡೋಣ ಎಂದು ಪ್ರಧಾನ ಜಿಲ್ಲಾ ಮತ್ತು ಸತ್ರ ನ್ಯಾಯಾಧೀಶರಾದ ಕೆ.ಎಂ.ರಾಜಶೇಖರ್ ಹೇಳಿದರು. ನಗರದ ಮಹಾತ್ಮ ಗಾಂಧೀಜಿ ವೃತ್ತದಲ್ಲಿ ಜಿಲ್ಲಾ ಕಾನೂನು ಸೇವಾ ಸಮಿತಿ, ವಕೀಲರ ಸಂಘ, ಜಿಲ್ಲಾಡಳಿತ, ಜಿಲ್ಲಾ ಪಂಚಾಯತ್, ಜಿಲ್ಲಾ ಪೊಲೀಸ್ ಇಲಾಖೆ, ಶಿಕ್ಷಣ ಇಲಾಖೆ, ಜಿಲ್ಲಾ ಆರೋಗ್ಯ ಮತ್ತು ಕುಟುಂಬ ಕಲ್ಯಾಣ ಇಲಾಖೆ, ಮಹಿಳಾ ಮತ್ತು ಮಕ್ಕಳ ಅಭಿವೃದ್ಧಿ ಇಲಾಖೆ, ವಾರ್ತಾ ಮತ್ತು ಸಾರ್ವಜನಿಕ ಸಂಪರ್ಕ ಇಲಾಖೆ, ಜಿಲ್ಲಾ ರಸ್ತೆ ಸುರಕ್ಷತಾ ಸಮಿತಿ ಹಾಗೂ ಪ್ರಾದೇಶಿಕ ಸಾರಿಗೆ ಅಧಿಕಾರಿಗಳ ಕಚೇರಿ ಇವರ ಜಂಟಿ ಸಹಯೋಗದಲ್ಲಿ 37ನೇ ರಾಷ್ಟ್ರೀಯ ರಸ್ತೆ ಸುರಕ್ಷತಾ ಮಾಸಾಚರಣೆ ಕಾಲ್ನಡಿಗೆ ಜಾಥಕ್ಕೆ ಚಾಲನೆ ನೀಡಿ ರಸ್ತೆ ನಿಯಮಗಳ ಪಾಲನೆಯ ಪೋಸ್ಟರ್ ಬಿಡುಗಡೆ ಮಾಡಿ ಅವರು ಶನಿವಾರ ಮಾತನಾಡಿದರು. ಅಪಘಾತಕ್ಕೆ ಮುಖ್ಯ ಕಾರಣಗಳೆಂದರೆ ಸಂಚಾರಿ ನಿಯಮಗಳ ಉಲ್ಲಂಘನೆ ವಾಹನ ಚಾಲನೆಯಲ್ಲಿ ನಿರ್ಲಕ್ಷ್ಯತೆಯಿಂದ ವಾಹನ ಚಾಲನೆ ಮತ್ತು ಅತಿ ವೇಗವಾಗಿ ವಾಹನ ಚಲಿಸುವುದು, ಹೆಲ್ಮೆಟ್ ಧರಿಸದೆ ಇರುವುದು, ಮದ್ಯಪಾನ ಸೇವನೆ ಮಾಡಿ ವಾಹನ ಚಲಾಯಿಸುವುದರಿಂದ ಅಪಘಾತಗಳು ಹೆಚ್ಚಾಗುತ್ತಿವೆ. 18 ವರ್ಷದೊಳಗಿನ ಮಕ್ಕಳು ವಾಹನ ಚಲಾಯಿಸಿದರೆ ಅವರ ಪೋಷಕರಿಗೆ 25 ಸಾವಿರ ರೂ. ದಂಡವನ್ನು ವಿಧಿಸಲಾಗುತ್ತದೆ. ಒಂದು ವೇಳೆ ಅಪಘಾತದಲ್ಲಿ ಕೂಲಿ ಕಾರ್ಮಿಕರು ಮೃತ ಪಟ್ಟರೆ ಮತ್ತು ಗಾಯ ಗೊಂಡರೆ ಕಾನೂನು ಬದ್ಧವಾಗಿ 10 ಲಕ್ಷರೂ ಹೆಚ್ಚು ಪರಿಹಾರ ಸಿಗುವ ಅವಕಾಶವಿದ್ದರೂ, ನಿಯಮ ಪಾಲನೆ ಮಾಡಿ	[23, 252, 334, 709]
contact-email[interactable]: ಇ-ಮೇಲ್: hospettimes@gmail.com	[1237, 952, 1487, 969]
ads-title-2: ಸಂಪರ್ಕಿಸಿ	[1328, 437, 1395, 462]
office-address-label: ಕಚೇರಿ ವಿಳಾಸ	[1327, 325, 1397, 343]
excise-headline-2: ಪ್ರಕ್ರಿಯೆ ಕುರಿತು ಬಿಡ್ಡುದಾರರಿಗೆ ತರಬೇತಿ	[1194, 1432, 1427, 1454]
